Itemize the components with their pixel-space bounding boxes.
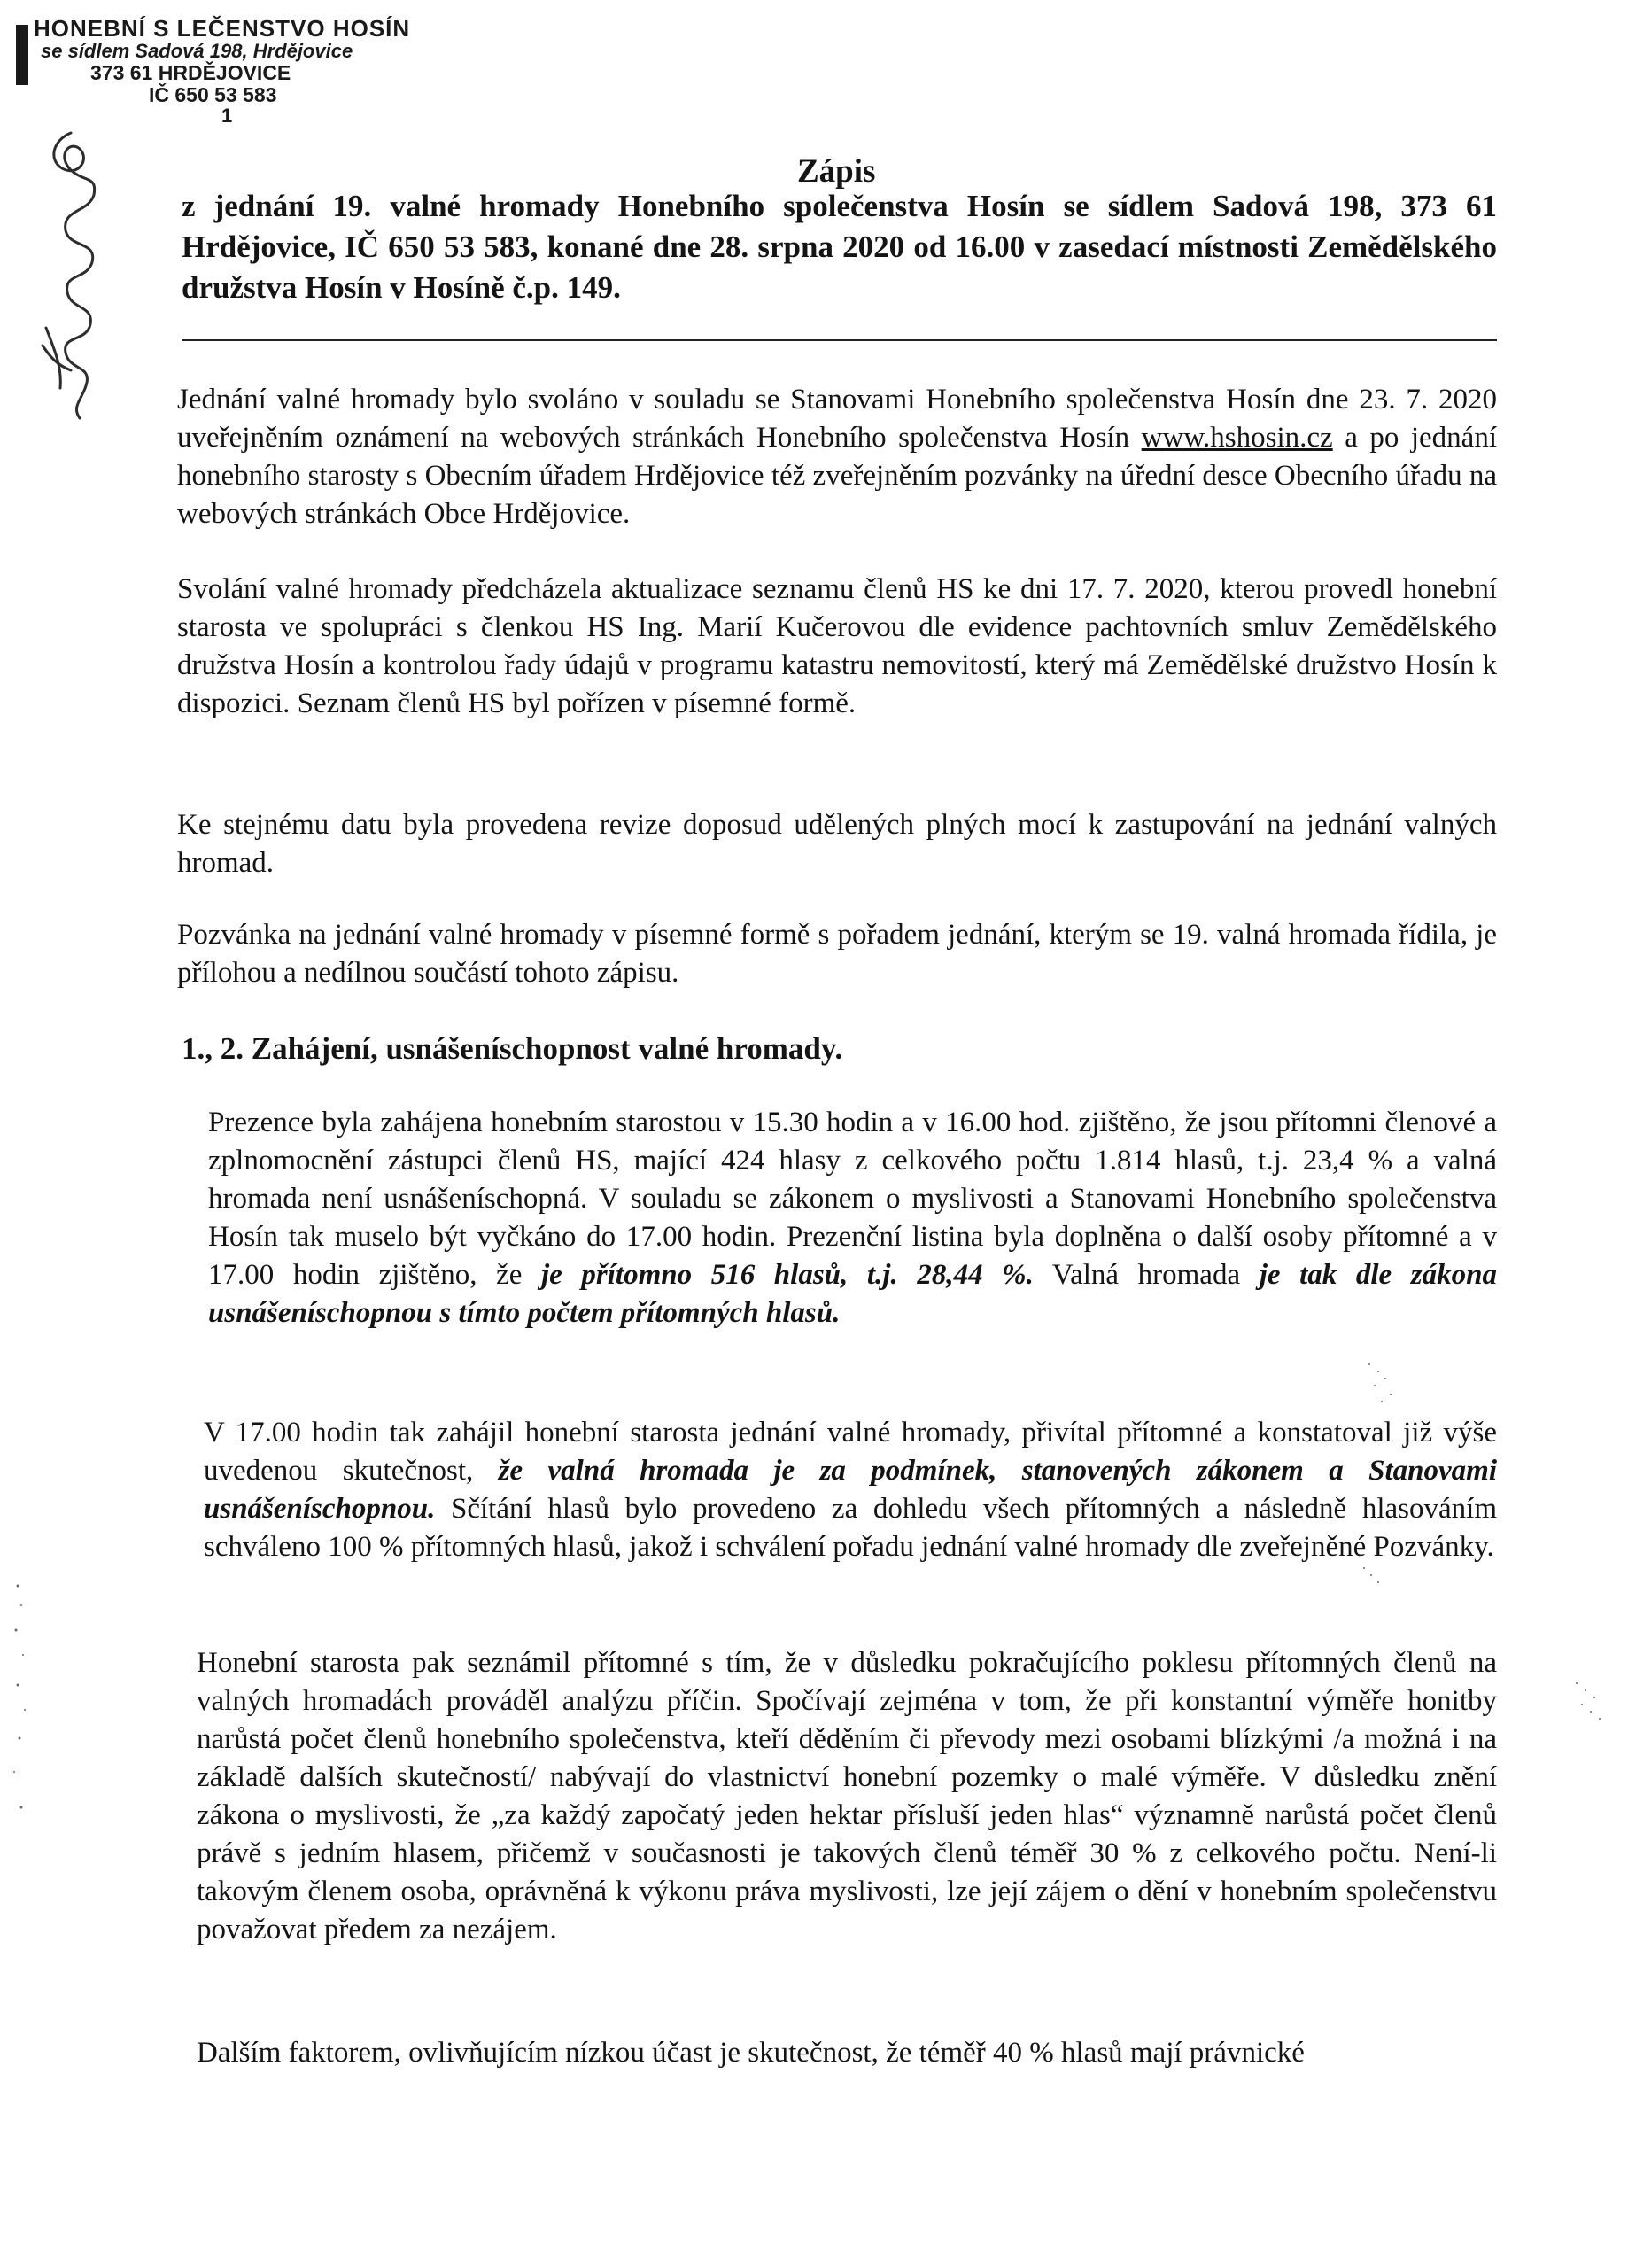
opening-text-1: V 17.00 hodin tak zahájil honební starosta jednání valné hromady, přivítal přítomné a konstatoval již výše uvedenou skutečnost,	[204, 1417, 1497, 1487]
website-link[interactable]: www.hshosin.cz	[1141, 422, 1333, 454]
paragraph-invitation: Pozvánka na jednání valné hromady v písemné formě s pořadem jednání, kterým se 19. valná hromada řídila, je přílohou a nedílnou součástí tohoto zápisu.	[177, 919, 1497, 989]
heading-divider	[182, 339, 1497, 341]
stamp-line-5: 1	[221, 105, 233, 128]
paragraph-convocation-text-1: Jednání valné hromady bylo svoláno v souladu se Stanovami Honebního společenstva Hosín dne 23. 7. 2020 uveřejněním oznámení na webových stránkách Honebního společenstva Hosín	[177, 384, 1497, 454]
section-heading-opening: 1., 2. Zahájení, usnášeníschopnost valné hromady.	[182, 1031, 843, 1066]
stamp-bar	[16, 25, 28, 85]
attendance-text-2: Valná hromada	[1033, 1259, 1260, 1291]
paragraph-convocation-text-2: a po jednání honebního starosty s Obecním úřadem Hrdějovice též zveřejněním pozvánky na úřední desce Obecního úřadu na webových stránkách Obce Hrdějovice.	[177, 422, 1498, 530]
attendance-text-1: Prezence byla zahájena honebním starostou v 15.30 hodin a v 16.00 hod. zjištěno, že jsou přítomni členové a zplnomocnění zástupci členů HS, mající 424 hlasy z celkového počtu 1.814 hlasů, t.j. 23,4 % a valná hromada není usnášeníschopná. V souladu se zákonem o myslivosti a Stanovami Honebního společenstva Hosín tak muselo být vyčkáno do 17.00 hodin. Prezenční listina byla doplněna o další osoby přítomné a v 17.00 hodin zjištěno, že	[208, 1107, 1497, 1291]
paragraph-proxy-review: Ke stejnému datu byla provedena revize doposud udělených plných mocí k zastupování na jednání valných hromad.	[177, 809, 1497, 879]
stamp-line-2: se sídlem Sadová 198, Hrdějovice	[41, 40, 353, 63]
company-stamp	[16, 15, 411, 128]
paragraph-factor: Dalším faktorem, ovlivňujícím nízkou účast je skutečnost, že téměř 40 % hlasů mají právnické	[197, 2037, 1305, 2069]
document-heading: z jednání 19. valné hromady Honebního společenstva Hosín se sídlem Sadová 198, 373 61 Hrdějovice, IČ 650 53 583, konané dne 28. srpna 2020 od 16.00 v zasedací místnosti Zemědělského družstva Hosín v Hosíně č.p. 149.	[182, 189, 1497, 305]
stamp-line-3: 373 61 HRDĚJOVICE	[90, 60, 291, 84]
attendance-emphasis-2: je tak dle zákona usnášeníschopnou s tímto počtem přítomných hlasů.	[208, 1259, 1497, 1329]
paragraph-analysis: Honební starosta pak seznámil přítomné s tím, že v důsledku pokračujícího poklesu přítomných členů na valných hromadách prováděl analýzu příčin. Spočívají zejména v tom, že při konstantní výměře honitby narůstá počet členů honebního společenstva, kteří děděním či převody mezi osobami blízkými /a možná i na základě dalších skutečností/ nabývají do vlastnictví honební pozemky o malé výměře. V důsledku znění zákona o myslivosti, že „za každý započatý jeden hektar přísluší jeden hlas“ významně narůstá počet členů právě s jedním hlasem, přičemž v současnosti je takových členů téměř 30 % z celkového počtu. Není-li takovým členem osoba, oprávněná k výkonu práva myslivosti, lze její zájem o dění v honebním společenstvu považovat předem za nezájem.	[197, 1647, 1497, 1946]
paragraph-opening	[204, 1414, 1497, 1566]
paragraph-convocation	[177, 381, 1497, 533]
stamp-line-1: HONEBNÍ S LEČENSTVO HOSÍN	[34, 15, 411, 42]
attendance-emphasis-1: je přítomno 516 hlasů, t.j. 28,44 %.	[541, 1259, 1034, 1291]
opening-emphasis: že valná hromada je za podmínek, stanovených zákonem a Stanovami usnášeníschopnou.	[204, 1455, 1498, 1525]
document-title: Zápis	[797, 153, 876, 190]
stamp-line-4: IČ 650 53 583	[149, 82, 277, 106]
handwritten-signature	[35, 124, 115, 425]
paragraph-member-list: Svolání valné hromady předcházela aktualizace seznamu členů HS ke dni 17. 7. 2020, kterou provedl honební starosta ve spolupráci s členkou HS Ing. Marií Kučerovou dle evidence pachtovních smluv Zemědělského družstva Hosín a kontrolou řady údajů v programu katastru nemovitostí, který má Zemědělské družstvo Hosín k dispozici. Seznam členů HS byl pořízen v písemné formě.	[177, 573, 1497, 719]
opening-text-2: Sčítání hlasů bylo provedeno za dohledu všech přítomných a následně hlasováním schváleno 100 % přítomných hlasů, jakož i schválení pořadu jednání valné hromady dle zveřejněné Pozvánky.	[204, 1493, 1497, 1563]
paragraph-attendance	[208, 1104, 1497, 1332]
